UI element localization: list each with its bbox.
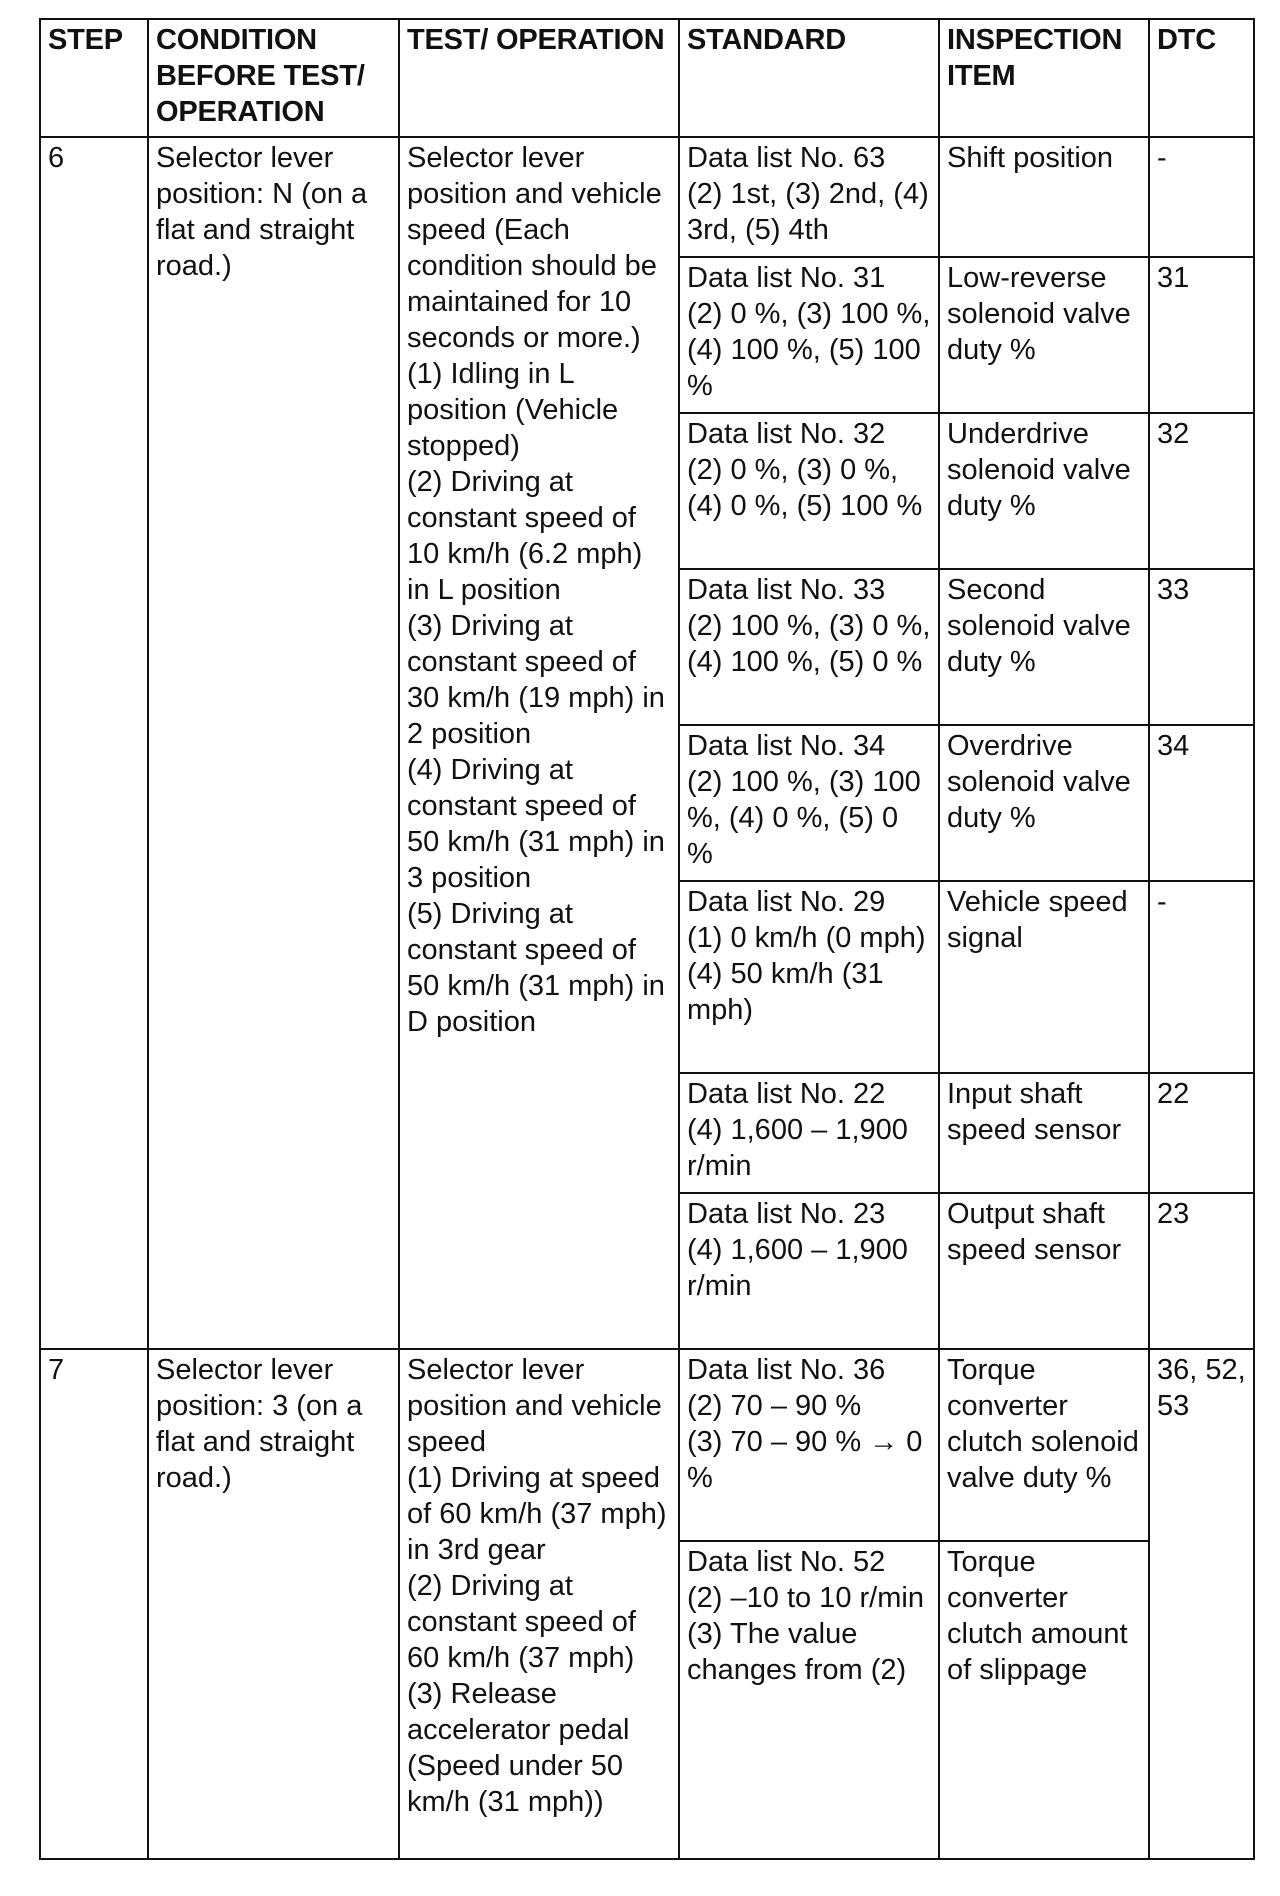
test-item: (2) Driving at constant speed of 10 km/h (6.2 mph) in L position [407,466,643,606]
dtc-cell: 22 [1149,1073,1254,1193]
inspection-item-cell: Second solenoid valve duty % [939,569,1149,725]
inspection-item-cell: Underdrive solenoid valve duty % [939,413,1149,569]
test-item: (4) Driving at constant speed of 50 km/h (31 mph) in 3 position [407,754,665,894]
step-condition: Selector lever position: N (on a flat and straight road.) [148,137,399,1349]
standard-cell: Data list No. 34 (2) 100 %, (3) 100 %, (4) 0 %, (5) 0 % [679,725,939,881]
step-number: 7 [40,1349,148,1859]
inspection-item-cell: Output shaft speed sensor [939,1193,1149,1349]
header-step: STEP [40,19,148,137]
standard-cell: Data list No. 36 (2) 70 – 90 % (3) 70 – 90 % → 0 % [679,1349,939,1541]
inspection-item-cell: Input shaft speed sensor [939,1073,1149,1193]
test-item: (5) Driving at constant speed of 50 km/h (31 mph) in D position [407,898,665,1038]
inspection-table [39,18,1255,1860]
step-test-operation [399,1349,679,1859]
test-item: (3) Release accelerator pedal (Speed under 50 km/h (31 mph)) [407,1678,630,1818]
header-condition: CONDITION BEFORE TEST/ OPERATION [148,19,399,137]
standard-cell: Data list No. 33 (2) 100 %, (3) 0 %, (4) 100 %, (5) 0 % [679,569,939,725]
test-item: (1) Driving at speed of 60 km/h (37 mph) in 3rd gear [407,1462,667,1566]
test-item: (2) Driving at constant speed of 60 km/h (37 mph) [407,1570,636,1674]
table-row [40,1349,1254,1541]
inspection-item-cell: Torque converter clutch solenoid valve duty % [939,1349,1149,1541]
table-row [40,137,1254,257]
standard-cell: Data list No. 23 (4) 1,600 – 1,900 r/min [679,1193,939,1349]
standard-cell: Data list No. 52 (2) –10 to 10 r/min (3) The value changes from (2) [679,1541,939,1859]
header-row [40,19,1254,137]
test-intro: Selector lever position and vehicle speed [407,1354,662,1458]
dtc-cell: 34 [1149,725,1254,881]
dtc-cell: - [1149,137,1254,257]
dtc-cell: - [1149,881,1254,1073]
dtc-cell: 23 [1149,1193,1254,1349]
step-number: 6 [40,137,148,1349]
test-intro: Selector lever position and vehicle speed (Each condition should be maintained for 10 seconds or more.) [407,142,662,354]
standard-cell: Data list No. 63 (2) 1st, (3) 2nd, (4) 3rd, (5) 4th [679,137,939,257]
standard-cell: Data list No. 32 (2) 0 %, (3) 0 %, (4) 0 %, (5) 100 % [679,413,939,569]
dtc-cell: 33 [1149,569,1254,725]
step-condition: Selector lever position: 3 (on a flat and straight road.) [148,1349,399,1859]
standard-cell: Data list No. 29 (1) 0 km/h (0 mph) (4) 50 km/h (31 mph) [679,881,939,1073]
inspection-item-cell: Overdrive solenoid valve duty % [939,725,1149,881]
header-test: TEST/ OPERATION [399,19,679,137]
header-dtc: DTC [1149,19,1254,137]
test-item: (1) Idling in L position (Vehicle stopped) [407,358,619,462]
dtc-cell: 31 [1149,257,1254,413]
standard-cell: Data list No. 22 (4) 1,600 – 1,900 r/min [679,1073,939,1193]
dtc-cell: 36, 52, 53 [1149,1349,1254,1859]
test-item: (3) Driving at constant speed of 30 km/h (19 mph) in 2 position [407,610,665,750]
step-test-operation [399,137,679,1349]
standard-cell: Data list No. 31 (2) 0 %, (3) 100 %, (4) 100 %, (5) 100 % [679,257,939,413]
inspection-item-cell: Shift position [939,137,1149,257]
inspection-item-cell: Torque converter clutch amount of slippage [939,1541,1149,1859]
inspection-item-cell: Low-reverse solenoid valve duty % [939,257,1149,413]
inspection-item-cell: Vehicle speed signal [939,881,1149,1073]
header-inspection-item: INSPECTION ITEM [939,19,1149,137]
dtc-cell: 32 [1149,413,1254,569]
header-standard: STANDARD [679,19,939,137]
